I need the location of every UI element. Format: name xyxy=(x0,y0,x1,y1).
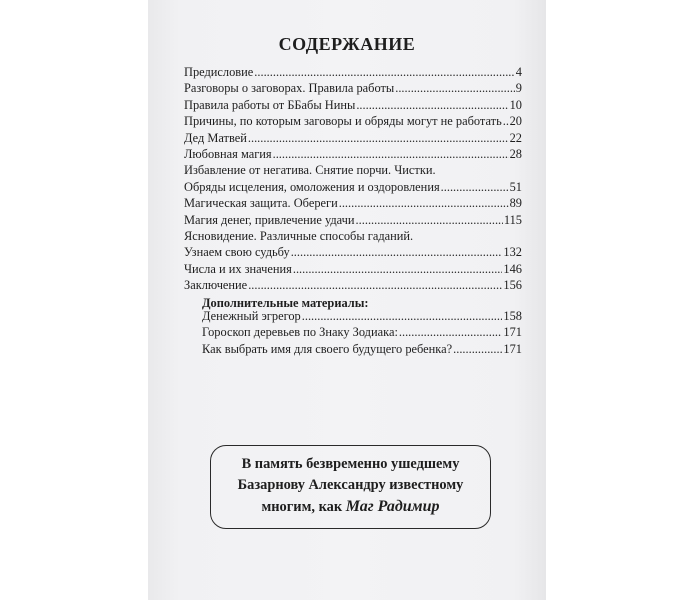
toc-entry-title: Числа и их значения xyxy=(184,261,292,276)
toc-entry-title: Магическая защита. Обереги xyxy=(184,196,338,211)
memorial-line-2: Базарнову Александру известному xyxy=(237,477,464,493)
dot-leader xyxy=(248,130,509,146)
toc-entry xyxy=(184,113,522,129)
toc-entry-page: 10 xyxy=(509,97,522,112)
extras-entry xyxy=(202,341,522,357)
toc-entry xyxy=(184,212,522,228)
extras-entry-page: 171 xyxy=(503,341,522,356)
extras-entry-page: 171 xyxy=(503,325,522,340)
extras-entry-page: 158 xyxy=(503,309,522,323)
dot-leader xyxy=(395,80,515,96)
dot-leader xyxy=(503,113,509,129)
toc-entry xyxy=(184,64,522,80)
dot-leader xyxy=(248,277,502,293)
memorial-line-3 xyxy=(211,496,490,518)
toc-entry-title: Предисловие xyxy=(184,65,254,79)
toc-entry-title: Дед Матвей xyxy=(184,130,247,145)
dot-leader xyxy=(302,308,503,324)
memorial-name: Маг Радимир xyxy=(345,498,440,515)
toc-entry-page: 115 xyxy=(503,212,522,227)
toc-entry-page: 156 xyxy=(503,278,522,293)
toc-entry-page: 4 xyxy=(515,65,522,79)
memorial-line-3-prefix: многим, как xyxy=(261,499,346,515)
toc-entry xyxy=(184,97,522,113)
dot-leader xyxy=(399,324,503,340)
toc-entry-title: Ясновидение. Различные способы гаданий. xyxy=(184,228,414,243)
toc-entry xyxy=(184,130,522,146)
extras-heading: Дополнительные материалы: xyxy=(202,296,369,310)
extras-entry-title: Как выбрать имя для своего будущего ребенка? xyxy=(202,341,453,356)
toc-entry-title: Любовная магия xyxy=(184,146,272,161)
toc-entry-page: 51 xyxy=(509,179,522,194)
table-of-contents xyxy=(184,64,522,293)
toc-entry-title: Правила работы от ББабы Нины xyxy=(184,97,356,112)
toc-entry-title: Разговоры о заговорах. Правила работы xyxy=(184,81,395,96)
toc-entry xyxy=(184,244,522,260)
dot-leader xyxy=(293,261,503,277)
toc-entry-page: 146 xyxy=(503,261,522,276)
toc-entry-title: Узнаем свою судьбу xyxy=(184,245,290,260)
extras-entry-title: Денежный эгрегор xyxy=(202,309,301,323)
toc-entry xyxy=(184,80,522,96)
dot-leader xyxy=(356,212,503,228)
toc-entry xyxy=(184,261,522,277)
dot-leader xyxy=(441,179,509,195)
dot-leader xyxy=(291,244,503,260)
extras-entry xyxy=(202,324,522,340)
toc-entry-page: 9 xyxy=(515,81,522,96)
toc-section-heading xyxy=(184,228,522,244)
toc-entry xyxy=(184,277,522,293)
memorial-box xyxy=(210,445,491,529)
page-title: СОДЕРЖАНИЕ xyxy=(278,34,416,54)
toc-entry-page: 89 xyxy=(509,196,522,211)
toc-entry-page: 20 xyxy=(509,114,522,129)
memorial-line-1: В память безвременно ушедшему xyxy=(241,456,460,472)
toc-entry-title: Обряды исцеления, омоложения и оздоровления xyxy=(184,179,440,194)
extras-entry xyxy=(202,308,522,324)
toc-entry-page: 28 xyxy=(509,146,522,161)
toc-entry-title: Заключение xyxy=(184,278,248,293)
toc-section-heading xyxy=(184,162,522,178)
dot-leader xyxy=(339,195,509,211)
toc-entry xyxy=(184,146,522,162)
toc-entry-title: Магия денег, привлечение удачи xyxy=(184,212,355,227)
toc-entry-page: 22 xyxy=(509,130,522,145)
dot-leader xyxy=(356,97,508,113)
extras-entry-title: Гороскоп деревьев по Знаку Зодиака: xyxy=(202,325,398,340)
toc-entry xyxy=(184,195,522,211)
book-page xyxy=(148,0,546,600)
toc-entry-title: Причины, по которым заговоры и обряды могут не работать xyxy=(184,114,502,129)
dot-leader xyxy=(254,64,515,80)
toc-entry-title: Избавление от негатива. Снятие порчи. Чистки. xyxy=(184,163,436,178)
toc-entry xyxy=(184,179,522,195)
dot-leader xyxy=(273,146,509,162)
toc-entry-page: 132 xyxy=(503,245,522,260)
extras-list xyxy=(202,308,522,357)
dot-leader xyxy=(453,341,502,357)
